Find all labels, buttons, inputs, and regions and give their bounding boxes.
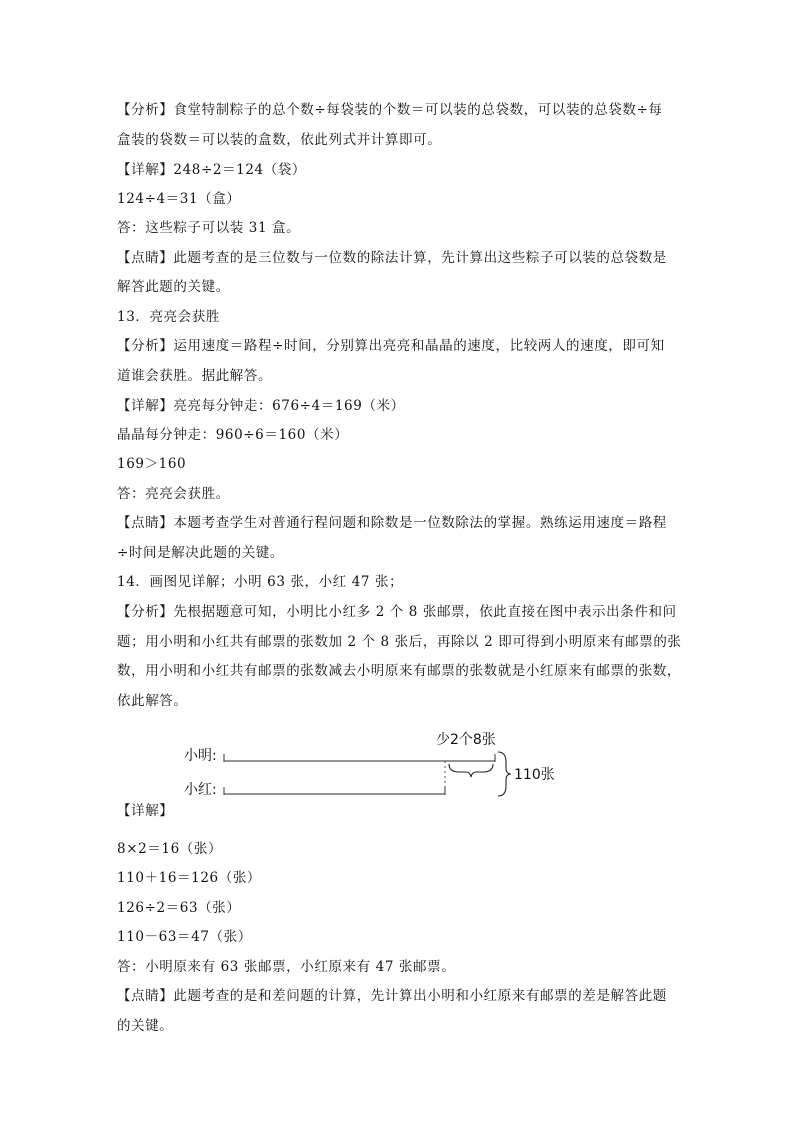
text-line: ÷时间是解决此题的关键。: [117, 545, 285, 561]
text-line: 答：亮亮会获胜。: [117, 486, 230, 502]
xiaohong-label: 小红:: [184, 782, 217, 798]
text-line: 【点睛】此题考查的是三位数与一位数的除法计算，先计算出这些粽子可以装的总袋数是: [117, 250, 667, 266]
text-line: 【分析】食堂特制粽子的总个数÷每袋装的个数＝可以装的总袋数，可以装的总袋数÷每: [117, 102, 663, 118]
total-label: 110张: [514, 767, 555, 783]
total-brace: [498, 752, 511, 796]
difference-label: 少2个8张: [436, 732, 496, 748]
text-line: 答：这些粽子可以装 31 盒。: [117, 220, 301, 236]
line-segment-diagram: [180, 724, 560, 804]
text-line: 盒装的袋数＝可以装的盒数，依此列式并计算即可。: [117, 132, 442, 148]
difference-brace: [449, 764, 493, 777]
text-line: 晶晶每分钟走：960÷6＝160（米）: [117, 427, 349, 443]
section-heading-14: 14．画图见详解；小明 63 张，小红 47 张；: [117, 574, 404, 590]
text-line: 【详解】: [117, 803, 174, 819]
text-line: 126÷2＝63（张）: [117, 900, 241, 916]
text-line: 【详解】248÷2＝124（袋）: [117, 162, 307, 178]
text-line: 数，用小明和小红共有邮票的张数减去小明原来有邮票的张数就是小红原来有邮票的张数，: [117, 663, 681, 679]
text-line: 【详解】亮亮每分钟走：676÷4＝169（米）: [117, 398, 405, 414]
text-line: 答：小明原来有 63 张邮票，小红原来有 47 张邮票。: [117, 959, 456, 975]
text-line: 【点睛】此题考查的是和差问题的计算，先计算出小明和小红原来有邮票的差是解答此题: [117, 988, 667, 1004]
text-line: 解答此题的关键。: [117, 279, 230, 295]
text-line: 依此解答。: [117, 693, 188, 709]
text-line: 110－63＝47（张）: [117, 929, 252, 945]
text-line: 的关键。: [117, 1018, 174, 1034]
text-line: 8×2＝16（张）: [117, 841, 223, 857]
text-line: 题；用小明和小红共有邮票的张数加 2 个 8 张后，再除以 2 即可得到小明原来有邮票的张: [117, 634, 682, 650]
text-line: 【点睛】本题考查学生对普通行程问题和除数是一位数除法的掌握。熟练运用速度＝路程: [117, 515, 667, 531]
text-line: 169＞160: [117, 456, 187, 472]
text-line: 【分析】运用速度＝路程÷时间，分别算出亮亮和晶晶的速度，比较两人的速度，即可知: [117, 338, 665, 354]
text-line: 110＋16＝126（张）: [117, 870, 262, 886]
text-line: 【分析】先根据题意可知，小明比小红多 2 个 8 张邮票，依此直接在图中表示出条件和问: [117, 604, 677, 620]
section-heading-13: 13．亮亮会获胜: [117, 309, 220, 325]
text-line: 124÷4＝31（盒）: [117, 191, 241, 207]
text-line: 道谁会获胜。据此解答。: [117, 368, 273, 384]
xiaoming-label: 小明:: [184, 748, 217, 764]
